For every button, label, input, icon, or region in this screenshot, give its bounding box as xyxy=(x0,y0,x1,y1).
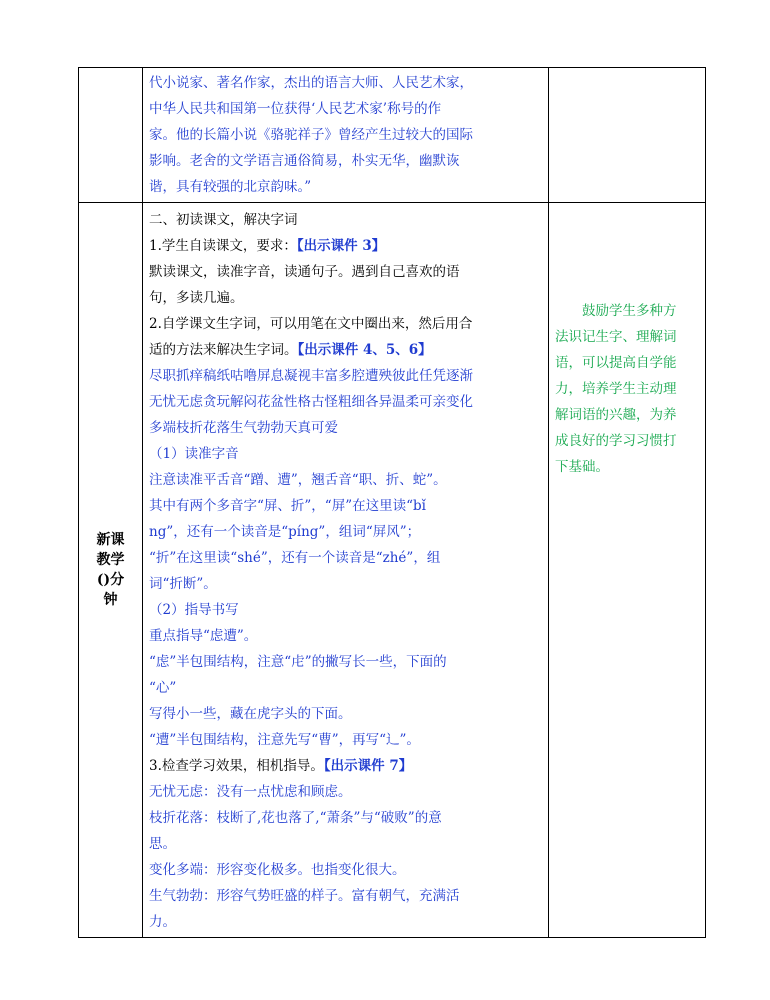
note-line: 成良好的学习习惯打 xyxy=(555,433,677,449)
definition-line: 变化多端：形容变化极多。也指变化很大。 xyxy=(149,862,406,878)
text-line: 谐，具有较强的北京韵味。” xyxy=(149,179,312,195)
note-cell-empty xyxy=(549,68,706,203)
text-line: 词“折断”。 xyxy=(149,576,217,592)
label-line: 新课 xyxy=(96,532,125,548)
courseware-tag: 【出示课件 7】 xyxy=(323,758,413,774)
text-line: “心” xyxy=(149,680,177,696)
text-line: “虑”半包围结构，注意“虍”的撇写长一些，下面的 xyxy=(149,654,447,670)
definition-line: 力。 xyxy=(149,914,176,930)
step-3 xyxy=(149,753,542,779)
author-intro-cell xyxy=(143,68,549,203)
courseware-tag: 【出示课件 3】 xyxy=(296,238,386,254)
step-2-line: 2.自学课文生字词，可以用笔在文中圈出来，然后用合 xyxy=(149,316,473,332)
side-cell-empty xyxy=(79,68,143,203)
text-line: 家。他的长篇小说《骆驼祥子》曾经产生过较大的国际 xyxy=(149,127,473,143)
step-text: 3.检查学习效果，相机指导。 xyxy=(149,758,324,774)
lesson-content-cell xyxy=(143,203,549,938)
text-line: “折”在这里读“shé”，还有一个读音是“zhé”，组 xyxy=(149,550,441,566)
table-row-new-lesson xyxy=(79,203,706,938)
subsection-title: （2）指导书写 xyxy=(149,602,239,618)
char-list-line: 尽职抓痒稿纸咕噜屏息凝视丰富多腔遭殃彼此任凭逐渐 xyxy=(149,368,473,384)
text-line: 句，多读几遍。 xyxy=(149,290,244,306)
text-line: 写得小一些，藏在虎字头的下面。 xyxy=(149,706,352,722)
text-line: 中华人民共和国第一位获得‘人民艺术家’称号的作 xyxy=(149,101,442,117)
note-line: 解词语的兴趣，为养 xyxy=(555,407,677,423)
text-line: 代小说家、著名作家，杰出的语言大师、人民艺术家， xyxy=(149,75,473,91)
note-line: 法识记生字、理解词 xyxy=(555,329,677,345)
step-text: 适的方法来解决生字词。 xyxy=(149,342,298,358)
text-line: 默读课文，读准字音，读通句子。遇到自己喜欢的语 xyxy=(149,264,460,280)
note-line: 语，可以提高自学能 xyxy=(555,355,677,371)
table-row-intro xyxy=(79,68,706,203)
note-line: 力，培养学生主动理 xyxy=(555,381,677,397)
char-list-line: 多端枝折花落生气勃勃天真可爱 xyxy=(149,420,338,436)
design-note-cell xyxy=(549,203,706,938)
definition-line: 枝折花落：枝断了,花也落了,“萧条”与“破败”的意 xyxy=(149,810,442,826)
text-line: 注意读准平舌音“蹭、遭”，翘舌音“职、折、蛇”。 xyxy=(149,472,447,488)
text-line: 重点指导“虑遭”。 xyxy=(149,628,258,644)
step-2 xyxy=(149,337,542,363)
note-line: 下基础。 xyxy=(555,459,609,475)
subsection-title: （1）读准字音 xyxy=(149,446,239,462)
text-line: 影响。老舍的文学语言通俗简易，朴实无华，幽默诙 xyxy=(149,153,460,169)
label-line: ()分 xyxy=(96,572,125,588)
note-line: 鼓励学生多种方 xyxy=(582,303,677,319)
label-line: 教学 xyxy=(96,552,125,568)
text-line: “遭”半包围结构，注意先写“曹”，再写“辶”。 xyxy=(149,732,420,748)
definition-line: 无忧无虑：没有一点忧虑和顾虑。 xyxy=(149,784,352,800)
definition-line: 生气勃勃：形容气势旺盛的样子。富有朝气，充满活 xyxy=(149,888,460,904)
section-label xyxy=(79,203,143,938)
courseware-tag: 【出示课件 4、5、6】 xyxy=(297,342,432,358)
text-line: ng”，还有一个读音是“píng”，组词“屏风”； xyxy=(149,524,421,540)
definition-line: 思。 xyxy=(149,836,176,852)
char-list-line: 无忧无虑贪玩解闷花盆性格古怪粗细各异温柔可亲变化 xyxy=(149,394,473,410)
text-line: 其中有两个多音字“屏、折”，“屏”在这里读“bǐ xyxy=(149,498,426,514)
lesson-plan-table xyxy=(78,67,706,938)
section-heading: 二、初读课文，解决字词 xyxy=(149,212,298,228)
label-line: 钟 xyxy=(103,592,118,608)
step-text: 1.学生自读课文，要求： xyxy=(149,238,297,254)
step-1 xyxy=(149,233,542,259)
